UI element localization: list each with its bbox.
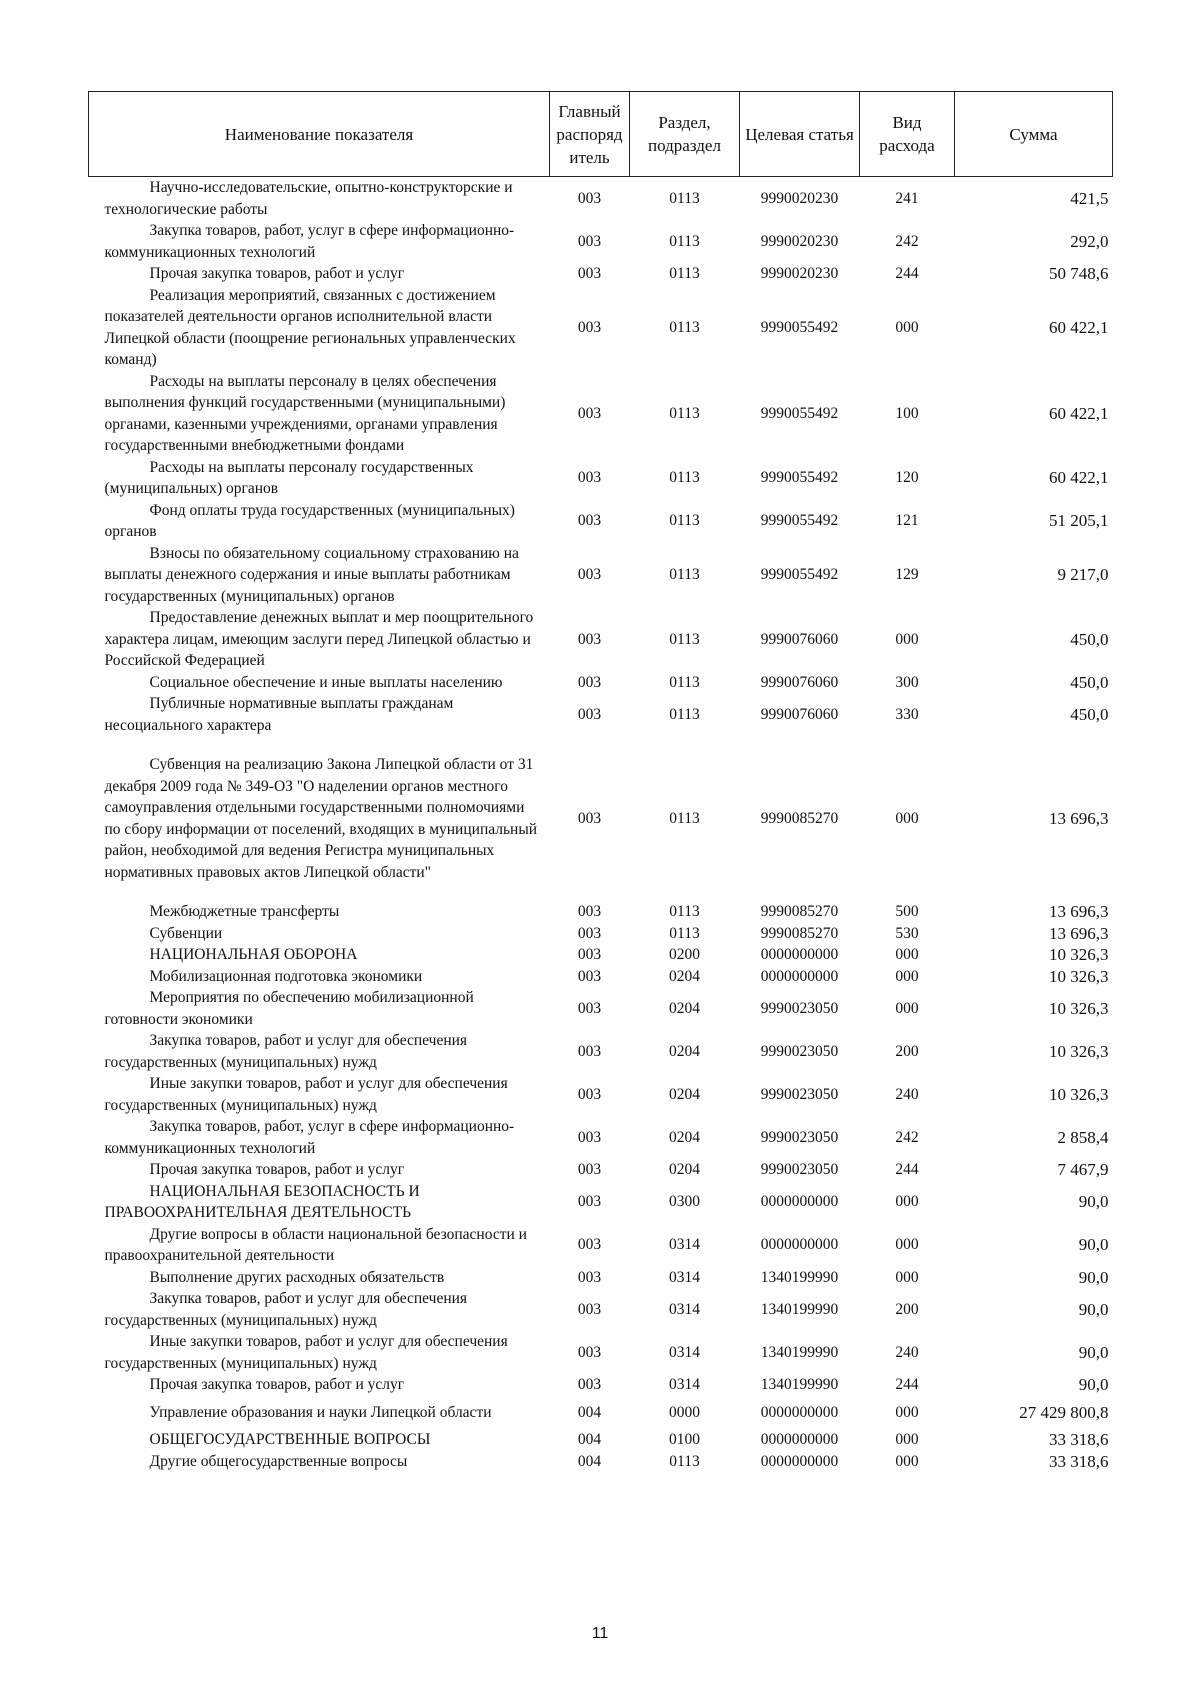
cell-name: Научно-исследовательские, опытно-конструкторские и технологические работы — [104, 179, 513, 218]
cell-kind: 200 — [895, 1300, 919, 1318]
cell-name: Закупка товаров, работ и услуг для обеспечения государственных (муниципальных) нужд — [104, 1290, 468, 1329]
cell-ministry: 003 — [577, 232, 602, 250]
cell-ministry: 003 — [577, 1042, 602, 1060]
cell-kind: 000 — [895, 630, 919, 648]
cell-sum: 450,0 — [1070, 672, 1109, 692]
cell-name: Фонд оплаты труда государственных (муниципальных) органов — [104, 501, 515, 540]
cell-kind: 000 — [895, 1452, 919, 1470]
table-row — [89, 693, 1113, 736]
cell-article: 0000000000 — [760, 1431, 839, 1448]
cell-ministry: 003 — [577, 673, 602, 691]
cell-section: 0204 — [669, 1161, 700, 1178]
cell-section: 0113 — [669, 924, 700, 942]
cell-sum: 27 429 800,8 — [1019, 1402, 1109, 1422]
cell-article: 0000000000 — [760, 946, 839, 963]
cell-article: 9990076060 — [760, 673, 839, 691]
cell-sum: 51 205,1 — [1049, 511, 1109, 531]
table-row — [89, 1331, 1113, 1374]
cell-name: Другие общегосударственные вопросы — [149, 1452, 408, 1470]
cell-section: 0200 — [669, 946, 700, 963]
cell-kind: 000 — [895, 1193, 919, 1211]
cell-kind: 000 — [895, 999, 919, 1017]
cell-sum: 13 696,3 — [1049, 902, 1109, 921]
table-row — [89, 1030, 1113, 1073]
table-row — [89, 966, 1113, 988]
cell-article: 9990023050 — [760, 1128, 839, 1146]
table-row — [89, 1224, 1113, 1267]
cell-article: 9990085270 — [760, 809, 839, 827]
cell-name: Публичные нормативные выплаты гражданам несоциального характера — [104, 695, 454, 734]
cell-ministry: 003 — [577, 189, 602, 207]
cell-section: 0113 — [669, 809, 700, 827]
cell-sum: 421,5 — [1070, 188, 1109, 208]
table-body — [89, 177, 1113, 1473]
table-row — [89, 736, 1113, 901]
table-header — [89, 92, 1113, 177]
cell-article: 9990076060 — [760, 705, 839, 723]
cell-article: 9990055492 — [760, 566, 839, 583]
cell-sum: 60 422,1 — [1049, 317, 1109, 337]
table-row — [89, 457, 1113, 500]
cell-name: Закупка товаров, работ и услуг для обеспечения государственных (муниципальных) нужд — [104, 1032, 468, 1071]
table-row — [89, 1288, 1113, 1331]
cell-article: 1340199990 — [760, 1300, 839, 1318]
table-row — [89, 177, 1113, 221]
cell-sum: 13 696,3 — [1049, 923, 1109, 943]
cell-section: 0300 — [669, 1193, 700, 1211]
cell-article: 9990023050 — [760, 1161, 839, 1178]
cell-article: 0000000000 — [760, 1403, 839, 1421]
cell-name: Расходы на выплаты персоналу государственных (муниципальных) органов — [104, 458, 474, 497]
cell-ministry: 003 — [577, 705, 602, 723]
table-row — [89, 371, 1113, 457]
cell-name: Расходы на выплаты персоналу в целях обеспечения выполнения функций государственными (муниципальными) органами, казенными учреждениями, органами управления государственными внебюджетными фондами — [104, 372, 506, 454]
cell-ministry: 004 — [577, 1452, 602, 1470]
cell-article: 0000000000 — [760, 967, 839, 985]
cell-article: 1340199990 — [760, 1376, 839, 1393]
cell-kind: 000 — [895, 946, 919, 963]
cell-sum: 450,0 — [1070, 704, 1109, 724]
table-row — [89, 672, 1113, 694]
cell-section: 0113 — [669, 673, 700, 691]
cell-sum: 2 858,4 — [1057, 1127, 1109, 1147]
cell-ministry: 004 — [577, 1403, 602, 1421]
cell-kind: 244 — [895, 1161, 919, 1178]
cell-section: 0113 — [669, 512, 700, 530]
cell-article: 1340199990 — [760, 1343, 839, 1361]
cell-kind: 244 — [895, 1376, 919, 1393]
cell-ministry: 003 — [577, 1085, 602, 1103]
table-row — [89, 1116, 1113, 1159]
table-row — [89, 901, 1113, 923]
cell-sum: 90,0 — [1078, 1267, 1109, 1287]
cell-sum: 10 326,3 — [1049, 1084, 1109, 1104]
cell-ministry: 004 — [577, 1431, 602, 1448]
table-row — [89, 987, 1113, 1030]
header-kind: Вид расхода — [860, 92, 955, 177]
cell-sum: 90,0 — [1078, 1192, 1109, 1212]
cell-ministry: 003 — [577, 469, 602, 487]
cell-name: Субвенция на реализацию Закона Липецкой области от 31 декабря 2009 года № 349-ОЗ "О наделении органов местного самоуправления отдельными государственными полномочиями по сбору информации от поселений, входящих в муниципальный район, необходимой для ведения Регистра муниципальных нормативных правовых актов Липецкой области" — [104, 756, 538, 881]
cell-article: 0000000000 — [760, 1236, 839, 1254]
cell-ministry: 003 — [577, 1376, 602, 1393]
cell-article: 1340199990 — [760, 1268, 839, 1286]
cell-section: 0113 — [669, 566, 700, 583]
cell-kind: 330 — [895, 705, 919, 723]
cell-section: 0204 — [669, 1085, 700, 1103]
cell-sum: 7 467,9 — [1057, 1160, 1109, 1179]
cell-ministry: 003 — [577, 404, 602, 422]
cell-kind: 000 — [895, 1431, 919, 1448]
cell-ministry: 003 — [577, 1193, 602, 1211]
cell-ministry: 003 — [577, 809, 602, 827]
cell-sum: 90,0 — [1078, 1342, 1109, 1362]
cell-ministry: 003 — [577, 1128, 602, 1146]
cell-section: 0000 — [669, 1403, 700, 1421]
cell-article: 9990020230 — [760, 265, 839, 282]
cell-name: Реализация мероприятий, связанных с достижением показателей деятельности органов исполнительной власти Липецкой области (поощрение региональных управленческих команд) — [104, 286, 516, 368]
cell-name: Управление образования и науки Липецкой области — [149, 1403, 492, 1421]
cell-ministry: 003 — [577, 512, 602, 530]
cell-article: 0000000000 — [760, 1193, 839, 1211]
header-sum: Сумма — [955, 92, 1113, 177]
table-row — [89, 944, 1113, 966]
cell-name: Субвенции — [149, 924, 223, 942]
header-ministry: Главный распоряд итель — [550, 92, 630, 177]
cell-section: 0204 — [669, 1128, 700, 1146]
cell-kind: 500 — [895, 903, 919, 920]
table-row — [89, 500, 1113, 543]
cell-name: Мобилизационная подготовка экономики — [149, 967, 423, 985]
cell-section: 0113 — [669, 318, 700, 336]
cell-kind: 000 — [895, 1403, 919, 1421]
cell-section: 0100 — [669, 1431, 700, 1448]
cell-kind: 300 — [895, 673, 919, 691]
cell-name: Другие вопросы в области национальной безопасности и правоохранительной деятельности — [104, 1225, 527, 1264]
cell-kind: 530 — [895, 924, 919, 942]
cell-kind: 000 — [895, 967, 919, 985]
cell-section: 0113 — [669, 1452, 700, 1470]
cell-section: 0204 — [669, 967, 700, 985]
cell-ministry: 003 — [577, 265, 602, 282]
cell-article: 9990023050 — [760, 999, 839, 1017]
cell-name: Иные закупки товаров, работ и услуг для обеспечения государственных (муниципальных) нужд — [104, 1075, 508, 1114]
cell-sum: 10 326,3 — [1049, 1041, 1109, 1061]
cell-name: Прочая закупка товаров, работ и услуг — [149, 265, 405, 282]
cell-section: 0113 — [669, 630, 700, 648]
table-row — [89, 1396, 1113, 1424]
cell-kind: 244 — [895, 265, 919, 282]
cell-sum: 60 422,1 — [1049, 468, 1109, 488]
cell-name: Межбюджетные трансферты — [149, 903, 340, 920]
header-article: Целевая статья — [740, 92, 860, 177]
cell-article: 9990020230 — [760, 232, 839, 250]
cell-section: 0314 — [669, 1376, 700, 1393]
cell-name: Прочая закупка товаров, работ и услуг — [149, 1161, 405, 1178]
cell-name: Предоставление денежных выплат и мер поощрительного характера лицам, имеющим заслуги перед Липецкой областью и Российской Федерацией — [104, 609, 534, 669]
cell-sum: 9 217,0 — [1057, 565, 1109, 584]
cell-sum: 33 318,6 — [1049, 1430, 1109, 1449]
cell-section: 0113 — [669, 232, 700, 250]
table-row — [89, 1073, 1113, 1116]
cell-article: 9990085270 — [760, 903, 839, 920]
cell-kind: 242 — [895, 232, 919, 250]
cell-ministry: 003 — [577, 1300, 602, 1318]
cell-sum: 33 318,6 — [1049, 1451, 1109, 1471]
table-row — [89, 543, 1113, 608]
cell-kind: 100 — [895, 404, 919, 422]
cell-ministry: 003 — [577, 566, 602, 583]
cell-sum: 60 422,1 — [1049, 403, 1109, 423]
table-row — [89, 285, 1113, 371]
cell-article: 9990023050 — [760, 1085, 839, 1103]
cell-name: Закупка товаров, работ, услуг в сфере информационно-коммуникационных технологий — [104, 1118, 515, 1157]
table-row — [89, 1374, 1113, 1396]
cell-sum: 13 696,3 — [1049, 808, 1109, 828]
table-row — [89, 220, 1113, 263]
header-name: Наименование показателя — [89, 92, 550, 177]
cell-section: 0204 — [669, 1042, 700, 1060]
table-row — [89, 1423, 1113, 1451]
cell-kind: 120 — [895, 469, 919, 487]
cell-kind: 242 — [895, 1128, 919, 1146]
cell-article: 9990085270 — [760, 924, 839, 942]
cell-name: ОБЩЕГОСУДАРСТВЕННЫЕ ВОПРОСЫ — [149, 1431, 431, 1448]
cell-kind: 240 — [895, 1343, 919, 1361]
cell-kind: 000 — [895, 1268, 919, 1286]
header-row — [89, 92, 1113, 177]
cell-ministry: 003 — [577, 946, 602, 963]
cell-article: 0000000000 — [760, 1452, 839, 1470]
cell-section: 0113 — [669, 189, 700, 207]
cell-name: НАЦИОНАЛЬНАЯ ОБОРОНА — [149, 946, 358, 963]
cell-kind: 240 — [895, 1085, 919, 1103]
cell-section: 0113 — [669, 705, 700, 723]
cell-section: 0204 — [669, 999, 700, 1017]
table-row — [89, 923, 1113, 945]
cell-article: 9990055492 — [760, 404, 839, 422]
cell-ministry: 003 — [577, 1161, 602, 1178]
cell-article: 9990055492 — [760, 318, 839, 336]
table-row — [89, 1159, 1113, 1181]
page-number: 11 — [591, 1625, 609, 1642]
cell-sum: 10 326,3 — [1049, 945, 1109, 964]
cell-ministry: 003 — [577, 1268, 602, 1286]
cell-kind: 241 — [895, 189, 919, 207]
cell-article: 9990023050 — [760, 1042, 839, 1060]
cell-name: Закупка товаров, работ, услуг в сфере информационно-коммуникационных технологий — [104, 222, 515, 261]
cell-name: Прочая закупка товаров, работ и услуг — [149, 1376, 405, 1393]
cell-ministry: 003 — [577, 999, 602, 1017]
cell-name: Взносы по обязательному социальному страхованию на выплаты денежного содержания и иные выплаты работникам государственных (муниципальных) органов — [104, 544, 519, 605]
cell-section: 0113 — [669, 265, 700, 282]
cell-sum: 90,0 — [1078, 1375, 1109, 1394]
cell-sum: 10 326,3 — [1049, 998, 1109, 1018]
cell-name: Иные закупки товаров, работ и услуг для обеспечения государственных (муниципальных) нужд — [104, 1333, 508, 1372]
cell-sum: 50 748,6 — [1049, 264, 1109, 283]
cell-section: 0113 — [669, 469, 700, 487]
cell-name: Социальное обеспечение и иные выплаты населению — [149, 673, 503, 691]
cell-ministry: 003 — [577, 1343, 602, 1361]
cell-kind: 000 — [895, 809, 919, 827]
cell-sum: 450,0 — [1070, 629, 1109, 649]
table-row — [89, 1267, 1113, 1289]
cell-sum: 10 326,3 — [1049, 966, 1109, 986]
cell-sum: 90,0 — [1078, 1299, 1109, 1319]
cell-article: 9990055492 — [760, 469, 839, 487]
cell-ministry: 003 — [577, 924, 602, 942]
cell-section: 0113 — [669, 903, 700, 920]
cell-ministry: 003 — [577, 903, 602, 920]
cell-ministry: 003 — [577, 967, 602, 985]
cell-kind: 121 — [895, 512, 919, 530]
cell-sum: 90,0 — [1078, 1235, 1109, 1255]
cell-ministry: 003 — [577, 630, 602, 648]
cell-ministry: 003 — [577, 1236, 602, 1254]
header-section: Раздел, подраздел — [630, 92, 740, 177]
table-row — [89, 1451, 1113, 1473]
cell-section: 0314 — [669, 1300, 700, 1318]
cell-sum: 292,0 — [1070, 231, 1109, 251]
table-row — [89, 607, 1113, 672]
cell-ministry: 003 — [577, 318, 602, 336]
cell-article: 9990055492 — [760, 512, 839, 530]
cell-article: 9990076060 — [760, 630, 839, 648]
cell-section: 0314 — [669, 1343, 700, 1361]
cell-section: 0314 — [669, 1268, 700, 1286]
cell-kind: 000 — [895, 318, 919, 336]
cell-kind: 129 — [895, 566, 919, 583]
cell-name: НАЦИОНАЛЬНАЯ БЕЗОПАСНОСТЬ И ПРАВООХРАНИТЕЛЬНАЯ ДЕЯТЕЛЬНОСТЬ — [104, 1182, 420, 1221]
cell-name: Мероприятия по обеспечению мобилизационной готовности экономики — [104, 989, 474, 1028]
cell-kind: 000 — [895, 1236, 919, 1254]
cell-section: 0113 — [669, 404, 700, 422]
budget-table — [88, 91, 1113, 1472]
cell-section: 0314 — [669, 1236, 700, 1254]
table-row — [89, 1181, 1113, 1224]
cell-kind: 200 — [895, 1042, 919, 1060]
cell-article: 9990020230 — [760, 189, 839, 207]
table-row — [89, 263, 1113, 285]
cell-name: Выполнение других расходных обязательств — [149, 1268, 445, 1286]
